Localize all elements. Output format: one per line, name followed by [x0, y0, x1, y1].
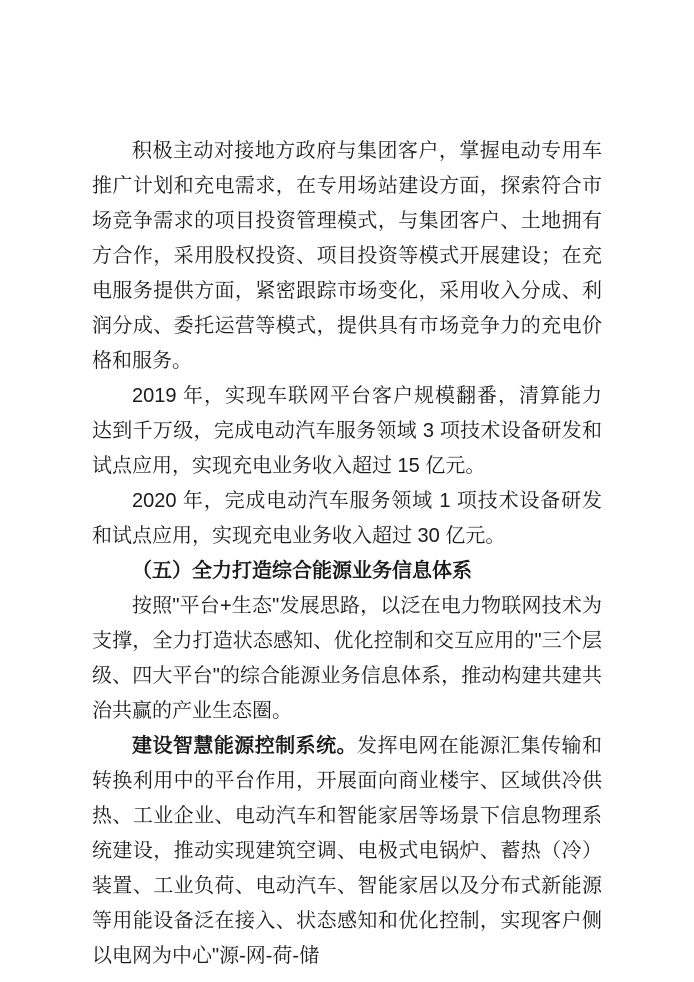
paragraph-charging-business: 积极主动对接地方政府与集团客户，掌握电动专用车推广计划和充电需求，在专用场站建设方面，探索符合市场竞争需求的项目投资管理模式，与集团客户、土地拥有方合作，采用股权投资、项目投资等模式开展建设；在充电服务提供方面，紧密跟踪市场变化，采用收入分成、利润分成、委托运营等模式，提供具有市场竞争力的充电价格和服务。: [92, 140, 602, 372]
paragraph-lead-bold: 建设智慧能源控制系统。: [132, 735, 357, 757]
paragraph-platform-ecosystem: 按照"平台+生态"发展思路，以泛在电力物联网技术为支撑，全力打造状态感知、优化控制和交互应用的"三个层级、四大平台"的综合能源业务信息体系，推动构建共建共治共赢的产业生态圈。: [92, 595, 602, 722]
section-heading-five: （五）全力打造综合能源业务信息体系: [132, 560, 472, 582]
paragraph-body-text: 发挥电网在能源汇集传输和转换利用中的平台作用，开展面向商业楼宇、区域供冷供热、工业企业、电动汽车和智能家居等场景下信息物理系统建设，推动实现建筑空调、电极式电锅炉、蓄热（冷）装置、工业负荷、电动汽车、智能家居以及分布式新能源等用能设备泛在接入、状态感知和优化控制，实现客户侧以电网为中心"源-网-荷-储: [92, 735, 602, 967]
paragraph-smart-energy-control: [92, 729, 602, 974]
paragraph-2020-targets: 2020 年，完成电动汽车服务领域 1 项技术设备研发和试点应用，实现充电业务收入超过 30 亿元。: [92, 490, 602, 547]
paragraph-2019-targets: 2019 年，实现车联网平台客户规模翻番，清算能力达到千万级，完成电动汽车服务领域 3 项技术设备研发和试点应用，实现充电业务收入超过 15 亿元。: [92, 385, 602, 477]
